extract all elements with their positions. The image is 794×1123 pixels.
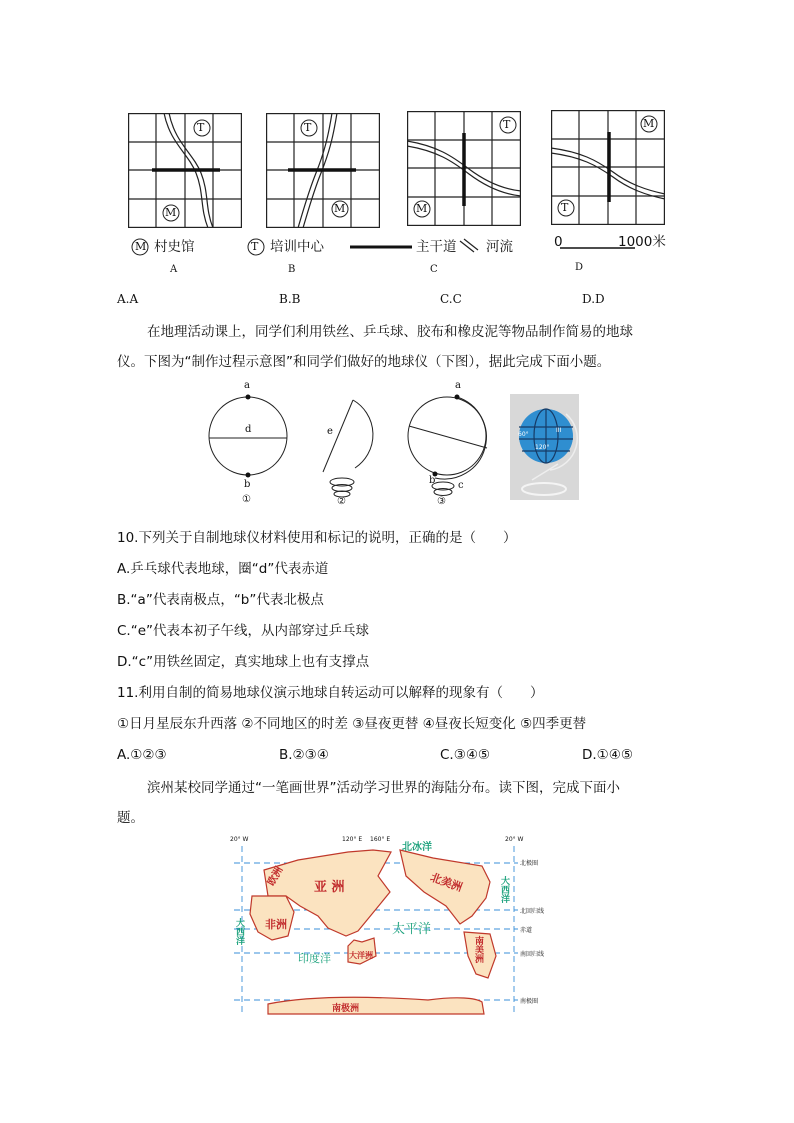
q11-option-c[interactable]: C.③④⑤ xyxy=(440,747,491,763)
ocean-atlantic-left: 大西洋 xyxy=(234,918,244,945)
label-e: e xyxy=(327,426,333,437)
museum-symbol: M xyxy=(416,202,428,215)
q10-option-c[interactable]: C.“e”代表本初子午线，从内部穿过乒乓球 xyxy=(117,623,370,639)
step-2: ② xyxy=(337,496,346,507)
legend xyxy=(130,236,670,260)
intro1-line1: 在地理活动课上，同学们利用铁丝、乒乓球、胶布和橡皮泥等物品制作简易的地球 xyxy=(147,324,633,340)
lat-label-cancer: 北回归线 xyxy=(520,908,545,915)
lon-label-20w-left: 20° W xyxy=(230,836,249,843)
intro2-line1: 滨州某校同学通过“一笔画世界”活动学习世界的海陆分布。读下图，完成下面小 xyxy=(147,780,620,796)
continent-asia: 亚 洲 xyxy=(314,880,345,895)
q10-option-b[interactable]: B.“a”代表南极点，“b”代表北极点 xyxy=(117,592,324,608)
step-3: ③ xyxy=(437,496,446,507)
photo-label-120: 120° xyxy=(535,444,550,451)
q11-option-b[interactable]: B.②③④ xyxy=(279,747,329,763)
continent-north-america: 北美洲 xyxy=(428,870,465,895)
lat-label-arctic: 北极圈 xyxy=(520,860,539,867)
map-caption-b: B xyxy=(288,264,296,275)
training-center-symbol: T xyxy=(304,121,312,134)
label-b: b xyxy=(244,479,251,490)
map-caption-a: A xyxy=(170,264,178,275)
grid-map-d xyxy=(551,110,665,225)
continent-africa: 非洲 xyxy=(265,918,287,931)
q9-option-b[interactable]: B.B xyxy=(279,292,301,306)
map-caption-c: C xyxy=(430,264,438,275)
photo-label-iii: III xyxy=(556,427,562,434)
legend-road-label: 主干道 xyxy=(416,239,457,255)
continent-europe: 欧洲 xyxy=(265,865,286,888)
photo-label-60: 60° xyxy=(518,431,529,438)
intro2-line2: 题。 xyxy=(117,810,144,826)
scale-end: 1000米 xyxy=(618,234,666,250)
q11-option-d[interactable]: D.①④⑤ xyxy=(582,747,633,763)
museum-symbol: M xyxy=(643,117,655,130)
q11-stem: 11.利用自制的简易地球仪演示地球自转运动可以解释的现象有（ ） xyxy=(117,685,544,701)
continent-south-america: 南美洲 xyxy=(473,936,483,963)
label-b-3: b xyxy=(429,475,436,486)
continent-antarctica: 南极洲 xyxy=(332,1004,360,1014)
scale-zero: 0 xyxy=(554,234,563,250)
training-center-symbol: T xyxy=(197,121,205,134)
grid-map-c xyxy=(407,111,521,226)
q11-option-a[interactable]: A.①②③ xyxy=(117,747,167,763)
legend-river-label: 河流 xyxy=(486,239,513,255)
label-d: d xyxy=(245,424,252,435)
map-caption-d: D xyxy=(575,262,584,273)
q9-option-a[interactable]: A.A xyxy=(117,292,139,306)
q9-option-d[interactable]: D.D xyxy=(582,292,605,306)
intro1-line2: 仪。下图为“制作过程示意图”和同学们做好的地球仪（下图），据此完成下面小题。 xyxy=(117,354,611,370)
legend-museum-label: 村史馆 xyxy=(154,239,195,255)
q9-option-c[interactable]: C.C xyxy=(440,292,462,306)
lon-label-20w-right: 20° W xyxy=(505,836,524,843)
q10-stem: 10.下列关于自制地球仪材料使用和标记的说明，正确的是（ ） xyxy=(117,530,517,546)
lon-label-160e: 160° E xyxy=(370,836,391,843)
legend-graphics xyxy=(130,236,670,260)
continent-oceania: 大洋洲 xyxy=(349,951,373,960)
q11-items: ①日月星辰东升西落 ②不同地区的时差 ③昼夜更替 ④昼夜长短变化 ⑤四季更替 xyxy=(117,716,587,732)
world-map xyxy=(228,836,562,1020)
ocean-pacific: 太平洋 xyxy=(392,922,432,937)
step-1: ① xyxy=(242,494,251,505)
label-a: a xyxy=(244,380,250,391)
label-a-3: a xyxy=(455,380,461,391)
label-c: c xyxy=(458,480,464,491)
ocean-arctic: 北冰洋 xyxy=(402,842,432,853)
lat-label-capricorn: 南回归线 xyxy=(520,951,545,958)
museum-symbol: M xyxy=(135,240,147,253)
globe-photo xyxy=(510,394,579,500)
q10-option-d[interactable]: D.“c”用铁丝固定，真实地球上也有支撑点 xyxy=(117,654,370,670)
ocean-indian: 印度洋 xyxy=(298,952,331,965)
lon-label-120e: 120° E xyxy=(342,836,363,843)
q10-option-a[interactable]: A.乒乓球代表地球，圈“d”代表赤道 xyxy=(117,561,329,577)
lat-label-equator: 赤道 xyxy=(520,927,533,934)
grid-map-a xyxy=(128,113,242,228)
training-center-symbol: T xyxy=(251,240,259,253)
grid-map-b xyxy=(266,113,380,228)
ocean-atlantic-right: 大西洋 xyxy=(499,876,509,903)
lat-label-antarctic: 南极圈 xyxy=(520,998,539,1005)
legend-training-label: 培训中心 xyxy=(270,239,324,255)
training-center-symbol: T xyxy=(503,118,511,131)
museum-symbol: M xyxy=(334,202,346,215)
training-center-symbol: T xyxy=(561,201,569,214)
museum-symbol: M xyxy=(165,206,177,219)
